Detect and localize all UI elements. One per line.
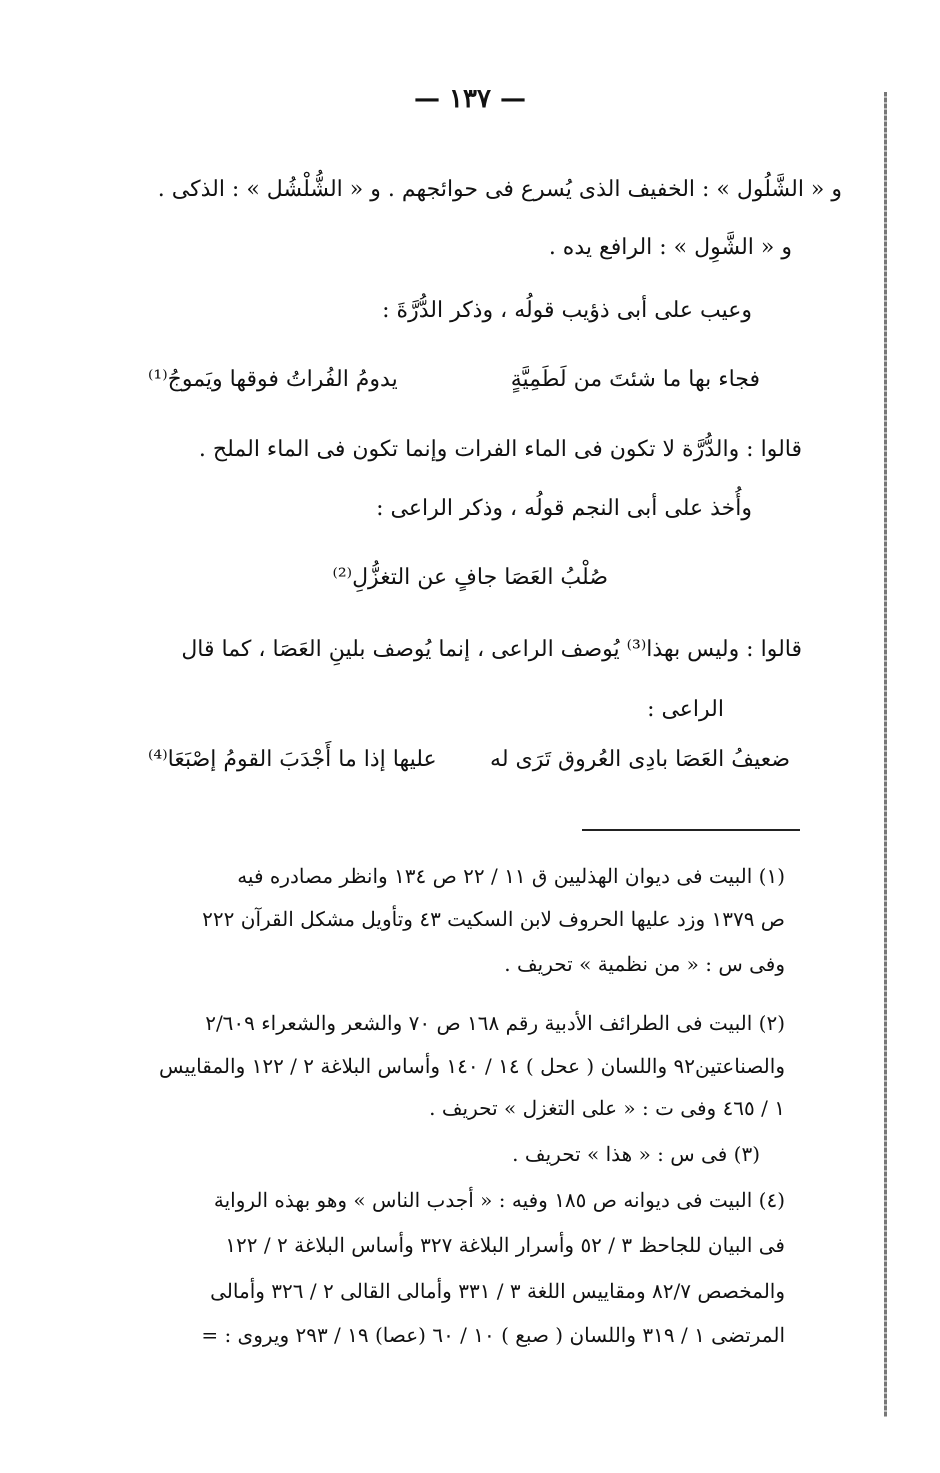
body-line-6: قالوا : وليس بهذا⁽³⁾ يُوصف الراعى ، إنما يُوصف بلينِ العَصَا ، كما قال bbox=[181, 637, 802, 662]
footnote-1-line-2: ص ١٣٧٩ وزد عليها الحروف لابن السكيت ٤٣ وتأويل مشكل القرآن ٢٢٢ bbox=[202, 907, 785, 931]
footnote-2-line-3: ١ / ٤٦٥ وفى ت : « على التغزل » تحريف . bbox=[429, 1096, 785, 1120]
body-line-1: و « الشَّلُول » : الخفيف الذى يُسرع فى حوائجهم . و « الشُّلْشُل » : الذكى . bbox=[157, 177, 842, 202]
footnote-4-line-4: المرتضى ١ / ٣١٩ واللسان ( صبع ) ١٠ / ٦٠ (عصا) ١٩ / ٢٩٣ ويروى : = bbox=[201, 1323, 785, 1347]
footnote-4-line-3: والمخصص ٨٢/٧ ومقاييس اللغة ٣ / ٣٣١ وأمالى القالى ٢ / ٣٢٦ وأمالى bbox=[210, 1279, 785, 1303]
footnote-separator bbox=[582, 829, 800, 831]
body-line-2: و « الشَّوِل » : الرافع يده . bbox=[548, 235, 792, 260]
verse-1 bbox=[148, 365, 760, 395]
verse-1-first-hemistich: فجاء بها ما شئتَ من لَطَمِيَّةٍ bbox=[510, 367, 760, 392]
verse-1-second-hemistich: يدومُ الفُراتُ فوقها ويَموجُ⁽¹⁾ bbox=[148, 367, 398, 392]
footnote-1-line-1: (١) البيت فى ديوان الهذليين ق ١١ / ٢٢ ص ١٣٤ وانظر مصادره فيه bbox=[237, 864, 785, 888]
verse-2: صُلْبُ العَصَا جافٍ عن التغزُّلِ⁽²⁾ bbox=[332, 565, 608, 590]
footnote-1-line-3: وفى س : « من نظمية » تحريف . bbox=[504, 952, 785, 976]
verse-3 bbox=[148, 745, 790, 775]
footnote-2-line-2: والصناعتين٩٢ واللسان ( عحل ) ١٤ / ١٤٠ وأساس البلاغة ٢ / ١٢٢ والمقاييس bbox=[159, 1054, 785, 1078]
footnote-2-line-1: (٢) البيت فى الطرائف الأدبية رقم ١٦٨ ص ٧٠ والشعر والشعراء ٢/٦٠٩ bbox=[205, 1011, 785, 1035]
footnote-4-line-2: فى البيان للجاحظ ٣ / ٥٢ وأسرار البلاغة ٣٢٧ وأساس البلاغة ٢ / ١٢٢ bbox=[225, 1233, 785, 1257]
footnote-4-line-1: (٤) البيت فى ديوانه ص ١٨٥ وفيه : « أجدب الناس » وهو بهذه الرواية bbox=[213, 1188, 785, 1212]
body-line-4: قالوا : والدُّرَّة لا تكون فى الماء الفرات وإنما تكون فى الماء الملح . bbox=[198, 437, 802, 462]
page-edge-line bbox=[884, 92, 887, 1417]
footnote-3: (٣) فى س : « هذا » تحريف . bbox=[512, 1142, 760, 1166]
page-number: — ١٣٧ — bbox=[413, 84, 527, 114]
body-line-5: وأُخذ على أبى النجم قولُه ، وذكر الراعى : bbox=[376, 496, 752, 521]
verse-3-second-hemistich: عليها إذا ما أَجْدَبَ القومُ إصْبَعَا⁽⁴⁾ bbox=[148, 747, 437, 772]
body-line-7: الراعى : bbox=[647, 697, 724, 722]
verse-3-first-hemistich: ضعيفُ العَصَا بادِى العُروق تَرَى له bbox=[490, 747, 790, 772]
body-line-3: وعيب على أبى ذؤيب قولُه ، وذكر الدُّرَّةَ : bbox=[382, 298, 752, 323]
